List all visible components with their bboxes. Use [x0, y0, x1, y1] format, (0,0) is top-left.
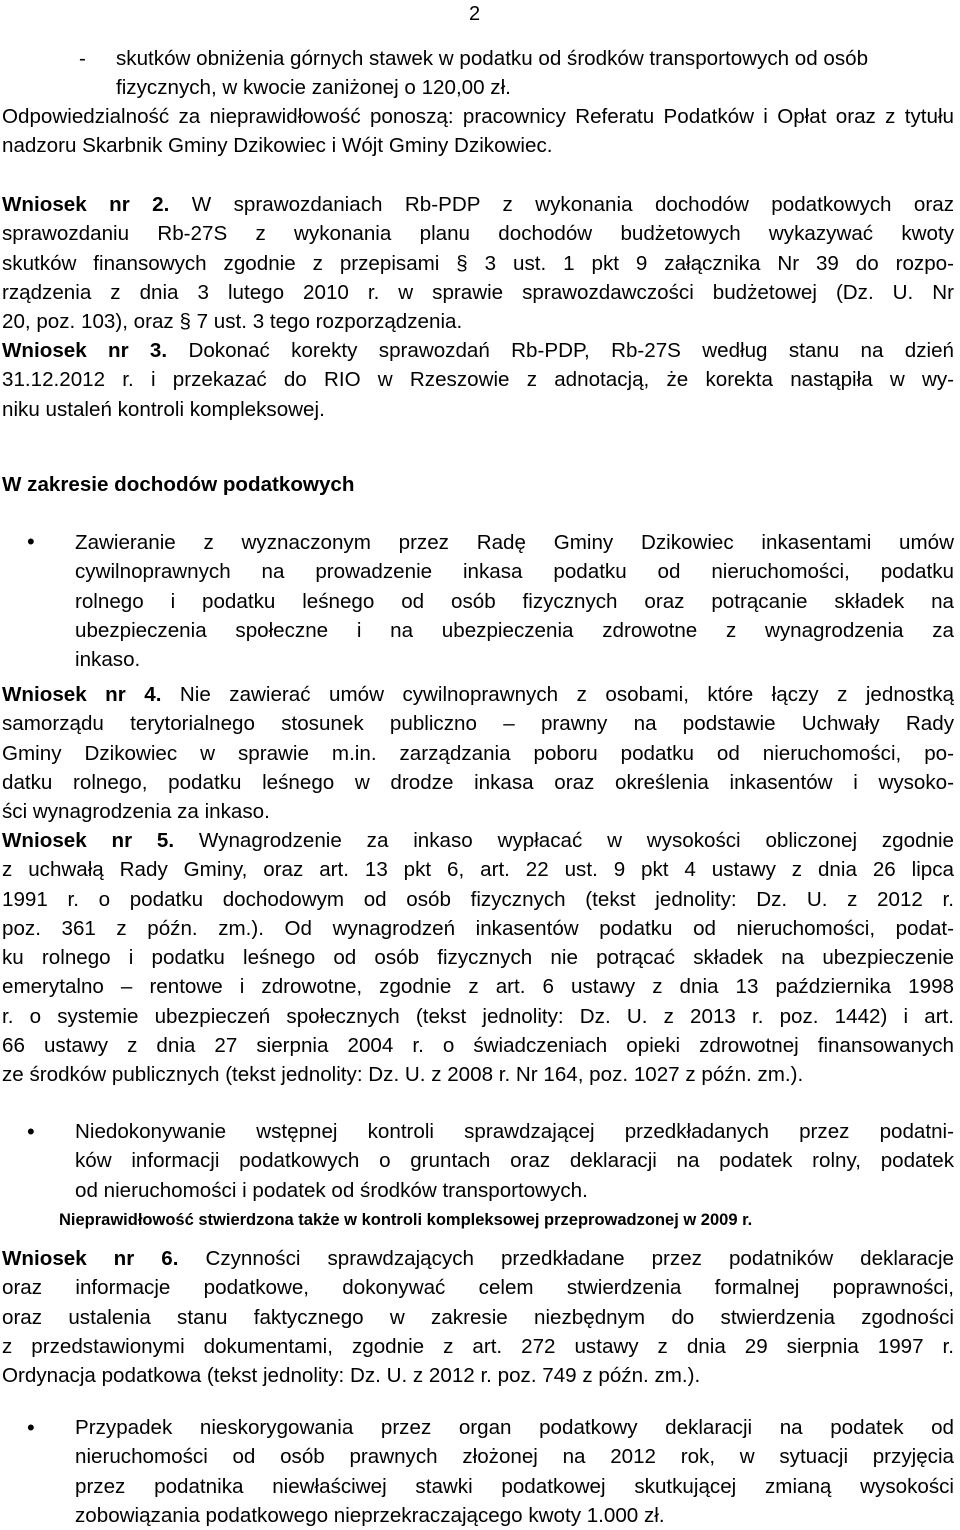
wniosek-6-paragraph: [2, 1244, 954, 1390]
wniosek-2-line: [2, 190, 954, 219]
wniosek-5-line: 66 ustawy z dnia 27 sierpnia 2004 r. o świadczeniach opieki zdrowotnej finansowanych: [2, 1034, 954, 1058]
wniosek-2-line: 20, poz. 103), oraz § 7 ust. 3 tego rozporządzenia.: [2, 310, 463, 334]
bullet-2-line: Niedokonywanie wstępnej kontroli sprawdzającej przedkładanych przez podatni-: [75, 1120, 954, 1143]
wniosek-5-line: poz. 361 z późn. zm.). Od wynagrodzeń inkasentów podatku od nieruchomości, podat-: [2, 916, 954, 940]
bullet-3-text: [75, 1413, 954, 1530]
wniosek-4-line: Gminy Dzikowiec w sprawie m.in. zarządzania poboru podatku od nieruchomości, po-: [2, 741, 954, 765]
bullet-3-line: przez podatnika niewłaściwej stawki podatkowej skutkującej zmianą wysokości: [75, 1474, 954, 1498]
bullet-marker: •: [27, 1119, 35, 1144]
wniosek-3-text: Dokonać korekty sprawozdań Rb-PDP, Rb-27S według stanu na dzień: [167, 339, 955, 362]
bullet-1-line: rolnego i podatku leśnego od osób fizycznych oraz potrącanie składek na: [75, 589, 954, 613]
bullet-marker: •: [27, 529, 35, 554]
wniosek-3-line: niku ustaleń kontroli kompleksowej.: [2, 397, 325, 421]
wniosek-3-line: [2, 336, 954, 365]
wniosek-6-text: Czynności sprawdzających przedkładane przez podatników deklaracje: [178, 1247, 955, 1270]
wniosek-4-line: datku rolnego, podatku leśnego w drodze inkasa oraz określenia inkasentów i wysoko-: [2, 770, 954, 794]
wniosek-2-paragraph: [2, 190, 954, 336]
wniosek-4-line: ści wynagrodzenia za inkaso.: [2, 800, 270, 824]
wniosek-2-line: sprawozdaniu Rb-27S z wykonania planu dochodów budżetowych wykazywać kwoty: [2, 222, 954, 246]
wniosek-2-text: W sprawozdaniach Rb-PDP z wykonania dochodów podatkowych oraz: [169, 193, 954, 216]
wniosek-3-line: 31.12.2012 r. i przekazać do RIO w Rzeszowie z adnotacją, że korekta nastąpiła w wy-: [2, 368, 954, 392]
bullet-3-line: zobowiązania podatkowego nieprzekraczającego kwoty 1.000 zł.: [75, 1503, 665, 1527]
bullet-1-line: inkaso.: [75, 648, 141, 672]
wniosek-5-line: 1991 r. o podatku dochodowym od osób fizycznych (tekst jednolity: Dz. U. z 2012 r.: [2, 887, 954, 911]
wniosek-4-text: Nie zawierać umów cywilnoprawnych z osobami, które łączy z jednostką: [161, 683, 955, 706]
bullet-1-line: Zawieranie z wyznaczonym przez Radę Gminy Dzikowiec inkasentami umów: [75, 531, 954, 554]
wniosek-5-line: r. o systemie ubezpieczeń społecznych (tekst jednolity: Dz. U. z 2013 r. poz. 1442) i art.: [2, 1004, 954, 1028]
dash-item-text: skutków obniżenia górnych stawek w podatku od środków transportowych od osób fizycznych, w kwocie zaniżonej o 120,00 zł.: [116, 47, 869, 100]
wniosek-5-paragraph: [2, 826, 954, 1090]
wniosek-2-line: skutków finansowych zgodnie z przepisami § 3 ust. 1 pkt 9 załącznika Nr 39 do rozpo-: [2, 251, 954, 275]
bullet-3-line: nieruchomości od osób prawnych złożonej na 2012 rok, w sytuacji przyjęcia: [75, 1445, 954, 1469]
wniosek-5-line: ze środków publicznych (tekst jednolity: Dz. U. z 2008 r. Nr 164, poz. 1027 z późn. zm.).: [2, 1063, 804, 1087]
wniosek-4-paragraph: [2, 680, 954, 826]
wniosek-3-label: Wniosek nr 3.: [2, 339, 168, 362]
wniosek-4-line: samorządu terytorialnego stosunek publiczno – prawny na podstawie Uchwały Rady: [2, 712, 954, 736]
wniosek-2-label: Wniosek nr 2.: [2, 193, 170, 216]
wniosek-6-label: Wniosek nr 6.: [2, 1247, 179, 1270]
wniosek-3-paragraph: [2, 336, 954, 424]
wniosek-6-line: oraz ustalenia stanu faktycznego w zakresie niezbędnym do stwierdzenia zgodności: [2, 1305, 954, 1329]
section-heading: W zakresie dochodów podatkowych: [2, 473, 355, 496]
wniosek-5-line: z uchwałą Rady Gminy, oraz art. 13 pkt 6, art. 22 ust. 9 pkt 4 ustawy z dnia 26 lipca: [2, 858, 954, 882]
wniosek-6-line: oraz informacje podatkowe, dokonywać celem stwierdzenia formalnej poprawności,: [2, 1276, 954, 1300]
bullet-2-line: od nieruchomości i podatek od środków transportowych.: [75, 1178, 588, 1202]
wniosek-4-line: [2, 680, 954, 709]
wniosek-6-line: Ordynacja podatkowa (tekst jednolity: Dz. U. z 2012 r. poz. 749 z późn. zm.).: [2, 1364, 701, 1388]
wniosek-2-line: rządzenia z dnia 3 lutego 2010 r. w sprawie sprawozdawczości budżetowej (Dz. U. Nr: [2, 280, 954, 304]
wniosek-6-line: z przedstawionymi dokumentami, zgodnie z art. 272 ustawy z dnia 29 sierpnia 1997 r.: [2, 1334, 954, 1358]
bullet-2-text: [75, 1117, 954, 1205]
bullet-1-text: [75, 528, 954, 674]
wniosek-5-text: Wynagrodzenie za inkaso wypłacać w wysokości obliczonej zgodnie: [174, 829, 954, 852]
bullet-1-line: ubezpieczenia społeczne i na ubezpieczenia zdrowotne z wynagrodzenia za: [75, 618, 954, 642]
wniosek-4-label: Wniosek nr 4.: [2, 683, 162, 706]
bullet-3-line: Przypadek nieskorygowania przez organ podatkowy deklaracji na podatek od: [75, 1416, 954, 1439]
wniosek-5-line: emerytalno – rentowe i zdrowotne, zgodnie z art. 6 ustawy z dnia 13 października 1998: [2, 975, 954, 999]
page-number: 2: [469, 3, 481, 25]
wniosek-5-label: Wniosek nr 5.: [2, 829, 175, 852]
responsibility-paragraph: Odpowiedzialność za nieprawidłowość ponoszą: pracownicy Referatu Podatków i Opłat oraz z tytułu nadzoru Skarbnik Gminy Dzikowiec i Wójt Gminy Dzikowiec.: [2, 105, 954, 158]
bullet-marker: •: [27, 1415, 35, 1440]
bullet-1-line: cywilnoprawnych na prowadzenie inkasa podatku od nieruchomości, podatku: [75, 560, 954, 584]
bullet-2-line: ków informacji podatkowych o gruntach oraz deklaracji na podatek rolny, podatek: [75, 1149, 954, 1173]
finding-note: Nieprawidłowość stwierdzona także w kontroli kompleksowej przeprowadzonej w 2009 r.: [59, 1211, 753, 1229]
wniosek-6-line: [2, 1244, 954, 1273]
wniosek-5-line: ku rolnego i podatku leśnego od osób fizycznych nie potrącać składek na ubezpieczenie: [2, 946, 954, 970]
dash-marker: -: [79, 47, 86, 70]
wniosek-5-line: [2, 826, 954, 855]
